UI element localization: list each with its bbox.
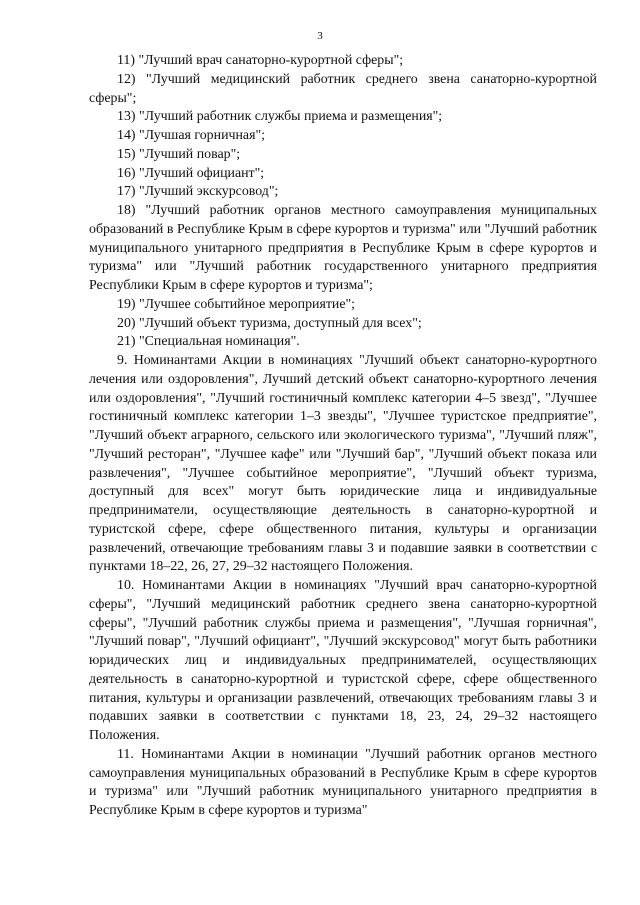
list-item-12: 12) "Лучший медицинский работник среднего звена санаторно-курортной сферы";	[89, 71, 597, 106]
page-number: 3	[317, 30, 323, 42]
list-item-17: 17) "Лучший экскурсовод";	[117, 184, 279, 200]
paragraph-9: 9. Номинантами Акции в номинациях "Лучший объект санаторно-курортного лечения или оздоровления", Лучший детский объект санаторно-курортного лечения или оздоровления", "Лучший гостиничный комплекс категории 4–5 звезд", "Лучшее гостиничный комплекс категории 1–3 звезды", "Лучшее туристское предприятие", "Лучший объект аграрного, сельского или экологического туризма", "Лучший пляж", "Лучший ресторан", "Лучшее кафе" или "Лучший бар", "Лучший объект показа или развлечения", "Лучшее событийное мероприятие", "Лучший объект туризма, доступный для всех" могут быть юридические лица и индивидуальные предприниматели, осуществляющие деятельность в санаторно-курортной и туристской сфере, сфере общественного питания, культуры и организации развлечений, отвечающие требованиям главы 3 и подавшие заявки в соответствии с пунктами 18–22, 26, 27, 29–32 настоящего Положения.	[89, 353, 597, 575]
paragraph-11: 11. Номинантами Акции в номинации "Лучший работник органов местного самоуправления муниципальных образований в Республике Крым в сфере курортов и туризма" или "Лучший работник муниципального унитарного предприятия в Республике Крым в сфере курортов и туризма"	[89, 746, 597, 818]
list-item-13: 13) "Лучший работник службы приема и размещения";	[117, 109, 443, 125]
list-item-14: 14) "Лучшая горничная";	[117, 128, 266, 143]
list-item-18: 18) "Лучший работник органов местного самоуправления муниципальных образований в Республике Крым в сфере курортов и туризма" или "Лучший работник муниципального унитарного предприятия в Республике Крым в сфере курортов и туризма" или "Лучший работник государственного унитарного предприятия Республики Крым в сфере курортов и туризма";	[89, 203, 597, 293]
list-item-16: 16) "Лучший официант";	[117, 165, 265, 181]
document-body	[89, 52, 597, 821]
paragraph-10: 10. Номинантами Акции в номинациях "Лучший врач санаторно-курортной сферы", "Лучший медицинский работник среднего звена санаторно-курортной сферы", "Лучший работник службы приема и размещения", "Лучшая горничная", "Лучший повар", "Лучший официант", "Лучший экскурсовод" могут быть работники юридических лиц и индивидуальных предпринимателей, осуществляющих деятельность в санаторно-курортной и туристской сфере, сфере общественного питания, культуры и организации развлечений, отвечающих требованиям главы 3 и подавших заявки в соответствии с пунктами 18, 23, 24, 29–32 настоящего Положения.	[89, 578, 597, 743]
list-item-21: 21) "Специальная номинация".	[117, 334, 300, 350]
list-item-15: 15) "Лучший повар";	[117, 146, 241, 162]
list-item-19: 19) "Лучшее событийное мероприятие";	[117, 296, 356, 312]
list-item-11: 11) "Лучший врач санаторно-курортной сферы";	[117, 53, 404, 68]
list-item-20: 20) "Лучший объект туризма, доступный для всех";	[117, 315, 422, 331]
